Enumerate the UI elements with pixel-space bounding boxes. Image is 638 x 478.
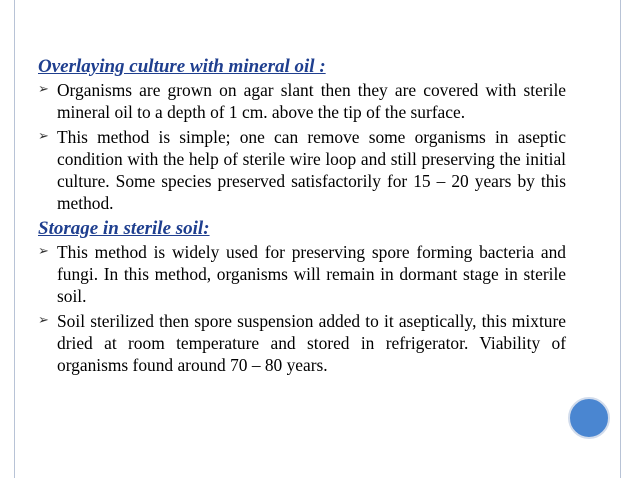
mineral-oil-bullet-list — [38, 79, 566, 215]
arrow-bullet-icon: ➢ — [38, 128, 49, 144]
bullet-text: Soil sterilized then spore suspension added to it aseptically, this mixture dried at room temperature and stored in refrigerator. Viability of organisms found around 70 – 80 years. — [57, 310, 566, 376]
arrow-bullet-icon: ➢ — [38, 243, 49, 259]
list-item — [38, 241, 566, 308]
list-item — [38, 79, 566, 124]
bullet-text: This method is widely used for preserving spore forming bacteria and fungi. In this method, organisms will remain in dormant stage in sterile soil. — [57, 241, 566, 307]
arrow-bullet-icon: ➢ — [38, 312, 49, 328]
left-frame-line — [14, 0, 15, 478]
sterile-soil-bullet-list — [38, 241, 566, 377]
right-frame-line — [620, 0, 621, 478]
bullet-text: Organisms are grown on agar slant then they are covered with sterile mineral oil to a depth of 1 cm. above the tip of the surface. — [57, 80, 566, 123]
decorative-circle-icon — [568, 397, 610, 439]
bullet-text: This method is simple; one can remove some organisms in aseptic condition with the help of sterile wire loop and still preserving the initial culture. Some species preserved satisfactorily for 15 – 20 years by this method. — [57, 126, 566, 214]
list-item — [38, 126, 566, 215]
arrow-bullet-icon: ➢ — [38, 82, 49, 97]
list-item — [38, 310, 566, 377]
slide-content — [38, 55, 566, 379]
section-heading-mineral-oil: Overlaying culture with mineral oil : — [38, 56, 326, 77]
section-heading-sterile-soil: Storage in sterile soil: — [38, 217, 210, 239]
